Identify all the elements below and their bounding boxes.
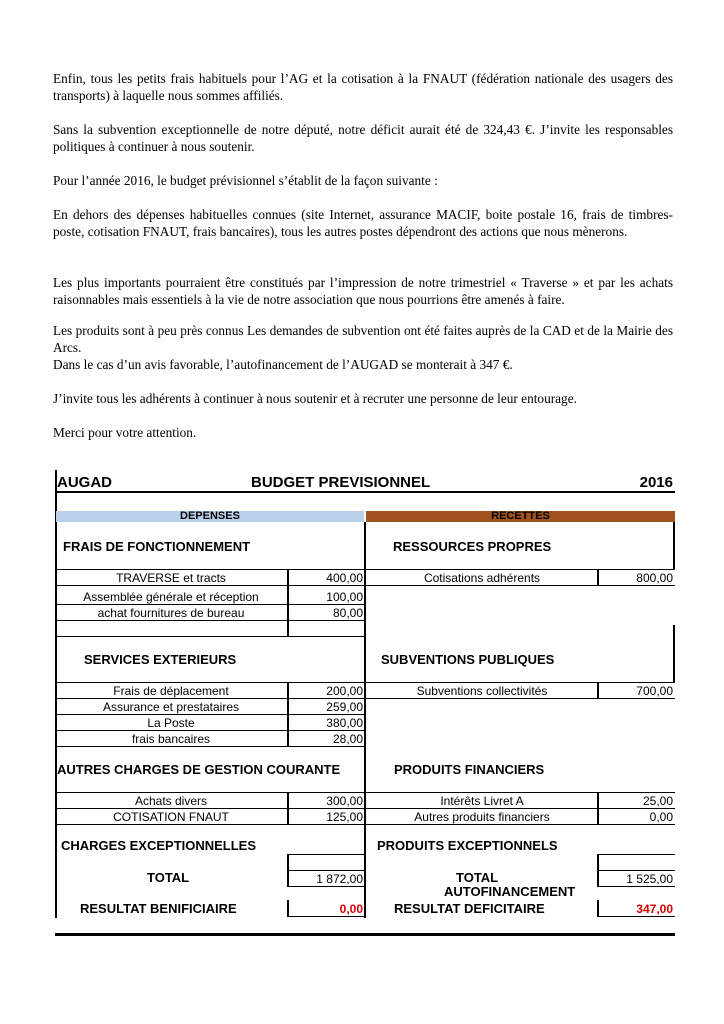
paragraph-postes-importants: Les plus importants pourraient être constitués par l’impression de notre trimestriel « Traverse » et par les achats raisonnables mais essentiels à la vie de notre association que nous pourrions être amenés à faire. <box>53 275 673 307</box>
item-frais-bancaires: frais bancaires <box>131 732 211 746</box>
header-bottom-line <box>55 491 675 493</box>
paragraph-ag-fnaut: Enfin, tous les petits frais habituels pour l’AG et la cotisation à la FNAUT (fédération nationale des usagers des transports) à laquelle nous sommes affiliés. <box>53 71 673 103</box>
row-line <box>365 569 675 570</box>
amount-subventions-collectivites: 700,00 <box>636 684 673 698</box>
amount-col-border <box>597 854 599 887</box>
total-recettes-label: TOTAL <box>456 870 499 885</box>
section-produits-financiers: PRODUITS FINANCIERS <box>394 762 545 777</box>
right-border-mid <box>673 625 675 682</box>
row-line <box>287 916 365 917</box>
section-frais-fonctionnement: FRAIS DE FONCTIONNEMENT <box>63 539 251 554</box>
row-line <box>365 824 675 825</box>
item-assemblee: Assemblée générale et réception <box>83 590 259 604</box>
amount-traverse: 400,00 <box>326 571 363 585</box>
amount-col-border <box>287 854 289 887</box>
amount-col-border <box>287 792 289 825</box>
recettes-label: RECETTES <box>491 510 550 522</box>
amount-frais-bancaires: 28,00 <box>332 732 363 746</box>
row-line <box>55 698 365 699</box>
section-subventions-publiques: SUBVENTIONS PUBLIQUES <box>381 652 555 667</box>
total-recettes-amount: 1 525,00 <box>626 872 673 886</box>
section-charges-exceptionnelles: CHARGES EXCEPTIONNELLES <box>61 838 257 853</box>
row-line <box>365 808 675 809</box>
section-produits-exceptionnels: PRODUITS EXCEPTIONNELS <box>377 838 558 853</box>
row-line <box>365 682 675 683</box>
item-interets-livret: Intérêts Livret A <box>440 794 524 808</box>
total-depenses-amount: 1 872,00 <box>316 872 363 886</box>
amount-col-border <box>597 569 599 586</box>
item-cotisation-fnaut: COTISATION FNAUT <box>113 810 229 824</box>
item-traverse: TRAVERSE et tracts <box>116 571 226 585</box>
section-services-exterieurs: SERVICES EXTERIEURS <box>84 652 237 667</box>
depenses-label: DEPENSES <box>180 510 240 522</box>
row-line <box>55 636 365 637</box>
item-assurance: Assurance et prestataires <box>102 700 240 714</box>
row-line <box>597 870 675 871</box>
paragraph-autofinancement: Dans le cas d’un avis favorable, l’autofinancement de l’AUGAD se monterait à 347 €. <box>53 357 513 372</box>
row-line <box>287 870 365 871</box>
paragraph-merci: Merci pour votre attention. <box>53 425 197 440</box>
row-line <box>287 854 365 855</box>
row-line <box>365 585 675 586</box>
row-line <box>55 808 365 809</box>
row-line <box>55 569 365 570</box>
item-cotisations: Cotisations adhérents <box>423 571 541 585</box>
amount-deplacement: 200,00 <box>326 684 363 698</box>
row-line <box>55 620 365 621</box>
budget-table <box>55 470 675 940</box>
item-fournitures: achat fournitures de bureau <box>97 606 245 620</box>
budget-year: 2016 <box>639 474 673 491</box>
section-ressources-propres: RESSOURCES PROPRES <box>393 539 552 554</box>
amount-la-poste: 380,00 <box>326 716 363 730</box>
row-line <box>597 916 675 917</box>
amount-col-border <box>597 900 599 917</box>
item-achats-divers: Achats divers <box>134 794 208 808</box>
section-autres-charges: AUTRES CHARGES DE GESTION COURANTE <box>57 762 341 777</box>
amount-interets-livret: 25,00 <box>642 794 673 808</box>
amount-assemblee: 100,00 <box>326 590 363 604</box>
autofinancement-label: AUTOFINANCEMENT <box>444 884 576 899</box>
item-autres-produits: Autres produits financiers <box>414 810 550 824</box>
total-depenses-label: TOTAL <box>147 870 190 885</box>
amount-autres-produits: 0,00 <box>649 810 673 824</box>
budget-title: BUDGET PREVISIONNEL <box>251 474 431 491</box>
row-line <box>365 792 675 793</box>
row-line <box>597 854 675 855</box>
item-la-poste: La Poste <box>147 716 195 730</box>
amount-col-border <box>597 682 599 699</box>
amount-cotisation-fnaut: 125,00 <box>326 810 363 824</box>
row-line <box>55 746 365 747</box>
right-border-top <box>673 522 675 570</box>
amount-col-border <box>287 682 289 747</box>
row-line <box>55 604 365 605</box>
paragraph-intro-budget: Pour l’année 2016, le budget prévisionnel s’établit de la façon suivante : <box>53 173 438 188</box>
paragraph-produits: Les produits sont à peu près connus Les demandes de subvention ont été faites auprès de la CAD et de la Mairie des Arcs. <box>53 323 673 355</box>
row-line <box>55 585 365 586</box>
paragraph-depenses-habituelles: En dehors des dépenses habituelles connues (site Internet, assurance MACIF, boite postale 16, frais de timbres-poste, cotisation FNAUT, frais bancaires), tous les autres postes dépendront des actions que nous mènerons. <box>53 207 673 239</box>
amount-achats-divers: 300,00 <box>326 794 363 808</box>
row-line <box>55 730 365 731</box>
amount-cotisations: 800,00 <box>636 571 673 585</box>
amount-col-border <box>287 569 289 637</box>
row-line <box>55 792 365 793</box>
table-bottom-rule <box>55 933 675 936</box>
item-subventions-collectivites: Subventions collectivités <box>416 684 548 698</box>
column-divider <box>364 522 366 918</box>
amount-fournitures: 80,00 <box>332 606 363 620</box>
result-deficitaire-label: RESULTAT DEFICITAIRE <box>394 901 545 916</box>
budget-org: AUGAD <box>57 474 112 491</box>
row-line <box>597 886 675 887</box>
row-line <box>287 886 365 887</box>
amount-col-border <box>597 792 599 825</box>
item-deplacement: Frais de déplacement <box>113 684 229 698</box>
amount-assurance: 259,00 <box>326 700 363 714</box>
row-line <box>365 698 675 699</box>
paragraph-invitation: J’invite tous les adhérents à continuer à nous soutenir et à recruter une personne de leur entourage. <box>53 391 577 406</box>
result-beneficiaire-label: RESULTAT BENIFICIAIRE <box>80 901 237 916</box>
amount-col-border <box>287 900 289 917</box>
row-line <box>55 714 365 715</box>
result-beneficiaire-amount: 0,00 <box>339 902 363 916</box>
paragraph-deficit: Sans la subvention exceptionnelle de notre député, notre déficit aurait été de 324,43 €. J’invite les responsables politiques à continuer à nous soutenir. <box>53 122 673 154</box>
result-deficitaire-amount: 347,00 <box>636 902 673 916</box>
row-line <box>55 682 365 683</box>
row-line <box>55 824 365 825</box>
